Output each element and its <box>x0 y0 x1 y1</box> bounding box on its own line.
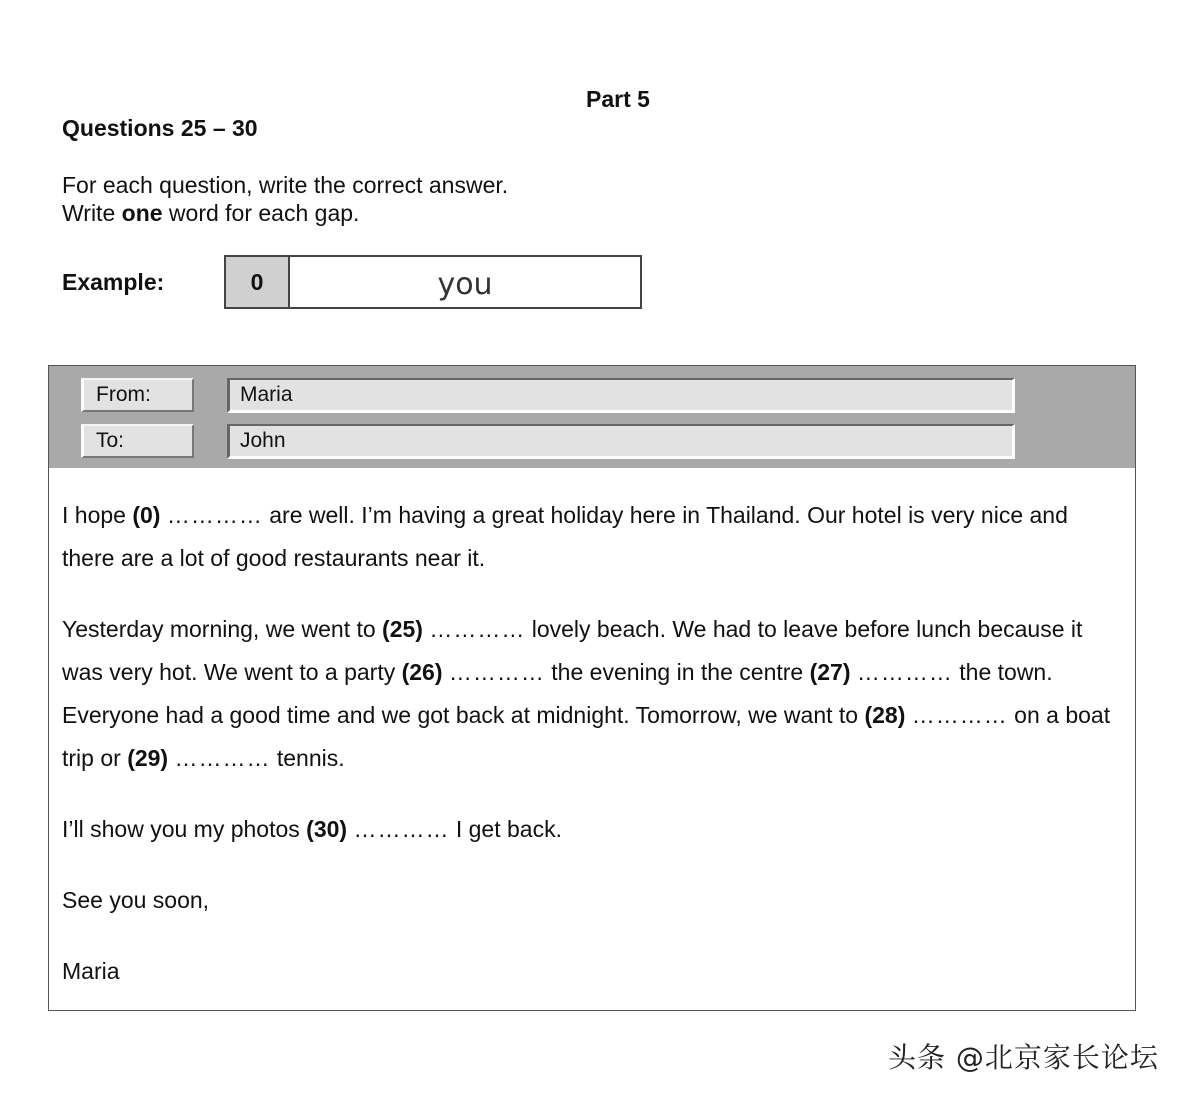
gap-0-number: (0) <box>132 502 161 528</box>
from-row <box>49 378 1135 414</box>
instructions <box>62 171 508 227</box>
body-text: Yesterday morning, we went to <box>62 616 383 642</box>
gap-30-number: (30) <box>306 816 348 842</box>
example-answer: you <box>437 266 493 302</box>
body-text: the evening in the centre <box>544 659 810 685</box>
body-text: on a boat trip or <box>62 702 1111 771</box>
instruction-emphasis: one <box>121 200 163 226</box>
gap-26-blank: ………… <box>448 659 545 685</box>
email-header <box>49 366 1135 468</box>
body-text: the town. Everyone had a good time and we got back at midnight. Tomorrow, we want to <box>62 659 1053 728</box>
body-text: tennis. <box>270 745 345 771</box>
gap-30-blank: ………… <box>353 816 450 842</box>
body-text: I hope <box>62 502 133 528</box>
instruction-text: word for each gap. <box>162 200 360 226</box>
to-field: John <box>227 424 1015 459</box>
gap-0-blank: ………… <box>166 502 263 528</box>
paragraph-3 <box>62 808 1122 851</box>
from-field: Maria <box>227 378 1015 413</box>
watermark: 头条 @北京家长论坛 <box>888 1041 1159 1074</box>
gap-25-blank: ………… <box>429 616 526 642</box>
body-text: I get back. <box>449 816 562 842</box>
part-title: Part 5 <box>586 86 650 112</box>
closing: See you soon, <box>62 887 210 913</box>
gap-29-number: (29) <box>127 745 169 771</box>
to-row <box>49 424 1135 460</box>
questions-title: Questions 25 – 30 <box>62 115 258 141</box>
instruction-line-2 <box>62 199 508 227</box>
signature: Maria <box>62 958 120 984</box>
body-text: lovely beach. We had to leave before lunch because it was very hot. We went to a party <box>62 616 1083 685</box>
paragraph-2 <box>62 608 1122 780</box>
gap-28-blank: ………… <box>911 702 1008 728</box>
paragraph-1 <box>62 494 1122 580</box>
example-number: 0 <box>226 257 290 307</box>
gap-26-number: (26) <box>401 659 443 685</box>
instruction-text: Write <box>62 200 122 226</box>
example-box <box>224 255 642 309</box>
instruction-line-1: For each question, write the correct answer. <box>62 172 509 198</box>
from-label: From: <box>81 378 194 412</box>
body-text: I’ll show you my photos <box>62 816 307 842</box>
gap-28-number: (28) <box>864 702 906 728</box>
gap-27-blank: ………… <box>856 659 953 685</box>
email-body <box>62 494 1122 1021</box>
gap-29-blank: ………… <box>174 745 271 771</box>
to-label: To: <box>81 424 194 458</box>
example-label: Example: <box>62 269 165 295</box>
email-panel <box>48 365 1136 1011</box>
body-text: are well. I’m having a great holiday here in Thailand. Our hotel is very nice and there are a lot of good restaurants near it. <box>62 502 1068 571</box>
gap-25-number: (25) <box>382 616 423 642</box>
gap-27-number: (27) <box>809 659 851 685</box>
